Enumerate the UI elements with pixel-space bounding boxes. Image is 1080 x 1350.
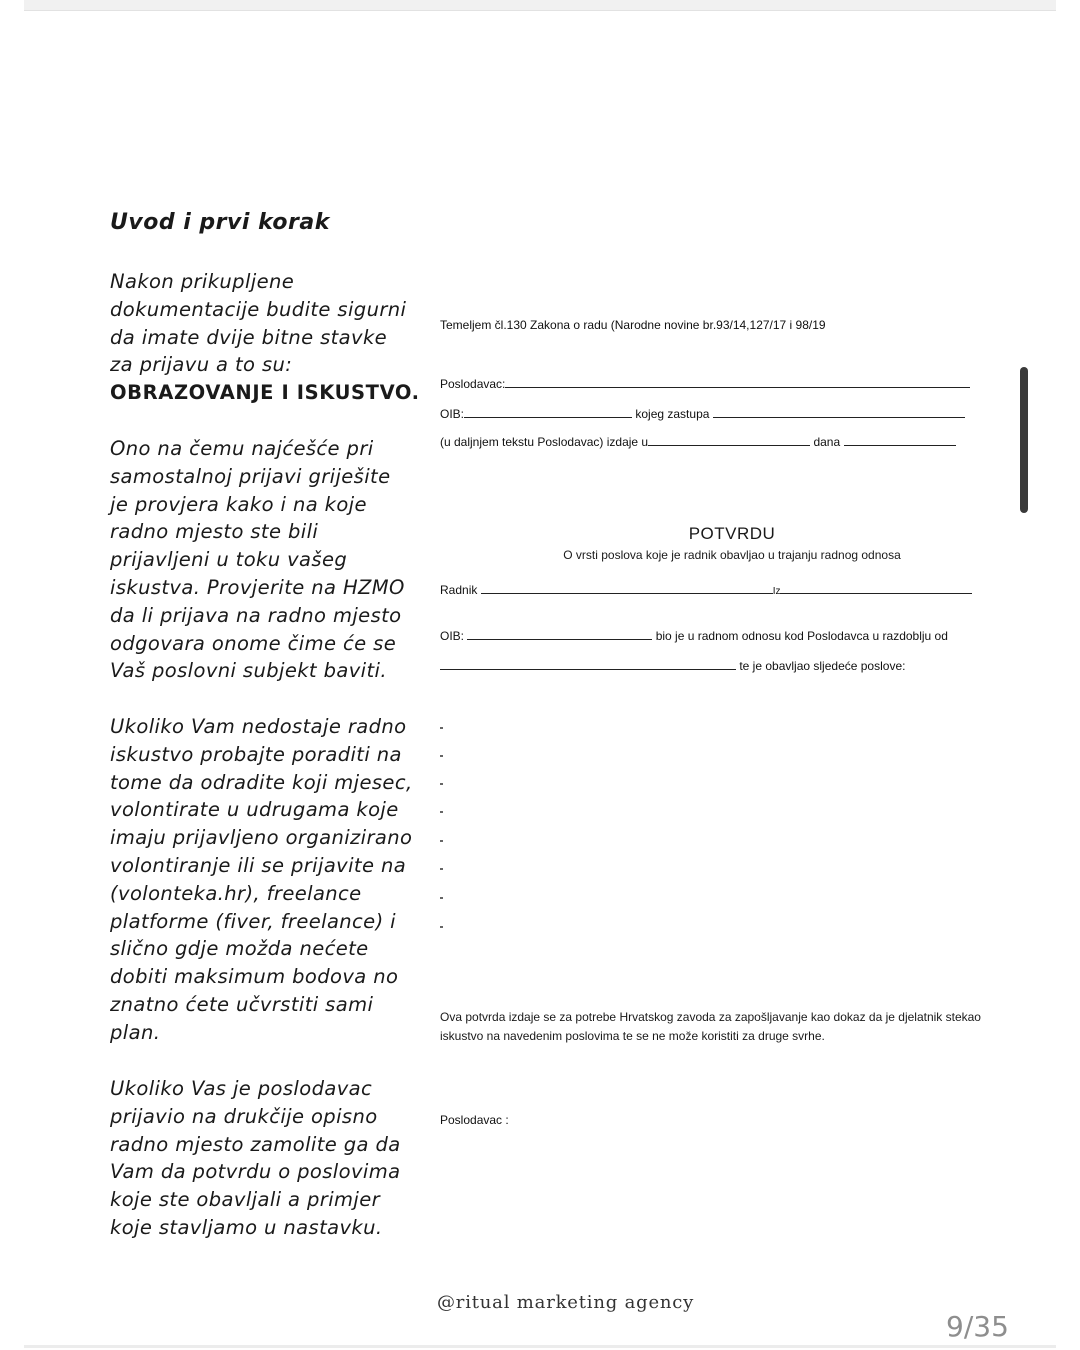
duty-bullet [440,897,443,899]
period-blank [440,659,736,670]
text-line: dobiti maksimum bodova no [110,965,399,989]
text-line: Vam da potvrdu o poslovima [110,1160,401,1184]
text-line: platforme (fiver, freelance) i [110,909,396,933]
text-line: Ukoliko Vas je poslodavac [110,1077,373,1100]
duties-row [440,659,905,673]
oib2-label: OIB: [440,629,465,643]
text-line: volontiranje ili se prijavite na [110,853,407,877]
text-line: odgovara onome čime će se [110,631,397,655]
duty-bullet [440,926,443,928]
form-subtitle: O vrsti poslova koje je radnik obavljao u trajanju radnog odnosa [563,548,901,562]
page-counter: 9/35 [946,1310,1009,1343]
text-line: radno mjesto ste bili [110,520,319,544]
employed-label: bio je u radnom odnosu kod Poslodavca u razdoblju od [655,629,948,643]
place-blank [648,435,810,446]
legal-basis: Temeljem čl.130 Zakona o radu (Narodne novine br.93/14,127/17 i 98/19 [440,318,826,332]
worker-label: Radnik [440,583,478,597]
text-line: radno mjesto zamolite ga da [110,1132,401,1156]
text-line: samostalnoj prijavi griješite [110,464,391,488]
date-blank [844,435,956,446]
duty-bullet [440,727,443,729]
employer-row [440,377,970,391]
text-line: prijavio na drukčije opisno [110,1104,378,1128]
text-line: koje stavljamo u nastavku. [110,1215,383,1239]
text-line: Nakon prikupljene [110,270,295,293]
oib2-row [440,629,948,643]
section-heading: Uvod i prvi korak [110,210,330,235]
footnote-line: Ova potvrda izdaje se za potrebe Hrvatskog zavoda za zapošljavanje kao dokaz da je djelatnik stekao [440,1010,981,1024]
text-line: (volonteka.hr), freelance [110,881,362,905]
oib2-blank [467,629,652,640]
paragraph-employer-confirmation [110,1075,430,1242]
text-line: tome da odradite koji mjesec, [110,770,413,794]
form-title: POTVRDU [688,524,776,543]
from-blank [780,583,972,594]
emphasis-line: OBRAZOVANJE I ISKUSTVO. [110,381,420,405]
represented-by-label: kojeg zastupa [635,407,710,421]
top-toolbar-edge [24,0,1056,11]
date-label: dana [813,435,841,449]
scrollbar-thumb[interactable] [1020,367,1028,513]
employer-label: Poslodavac: [440,377,506,391]
text-line: plan. [110,1020,161,1044]
duties-label: te je obavljao sljedeće poslove: [739,659,906,673]
form-footnote [440,1008,1040,1046]
text-line: za prijavu a to su: [110,353,293,377]
duty-bullet [440,840,443,842]
text-line: iskustva. Provjerite na HZMO [110,575,405,599]
oib-blank [464,407,632,418]
text-line: slično gdje možda nećete [110,937,369,961]
text-line: iskustvo probajte poraditi na [110,742,402,766]
duty-bullet [440,755,443,757]
signature-label: Poslodavac : [440,1113,509,1127]
text-line: prijavljeni u toku vašeg [110,548,348,572]
text-line: da li prijava na radno mjesto [110,603,402,627]
text-line: Ono na čemu najćešće pri [110,437,374,460]
worker-row [440,583,972,597]
worker-blank [481,583,773,594]
brand-footer: @ritual marketing agency [437,1292,695,1313]
employer-blank [505,377,970,388]
text-line: dokumentacije budite sigurni [110,297,407,321]
text-line: znatno ćete učvrstiti sami [110,992,374,1016]
footnote-line: iskustvo na navedenim poslovima te se ne može koristiti za druge svrhe. [440,1029,825,1043]
paragraph-documentation [110,268,430,407]
text-line: imaju prijavljeno organizirano [110,826,413,850]
paragraph-hzmo-check [110,435,430,685]
duty-bullet [440,811,443,813]
duty-bullet [440,783,443,785]
duty-bullet [440,868,443,870]
issues-row [440,435,956,449]
from-label: Iz [772,586,781,597]
text-line: volontirate u udrugama koje [110,798,399,822]
text-line: je provjera kako i na koje [110,492,367,516]
represented-by-blank [713,407,965,418]
text-line: koje ste obavljali a primjer [110,1188,381,1212]
text-line: da imate dvije bitne stavke [110,325,388,349]
text-line: Ukoliko Vam nedostaje radno [110,715,407,738]
text-line: Vaš poslovni subjekt baviti. [110,659,387,683]
bottom-edge [24,1345,1056,1348]
oib-label: OIB: [440,407,465,421]
oib-row [440,407,965,421]
paragraph-experience [110,713,430,1047]
issues-in-label: (u daljnjem tekstu Poslodavac) izdaje u [440,435,649,449]
